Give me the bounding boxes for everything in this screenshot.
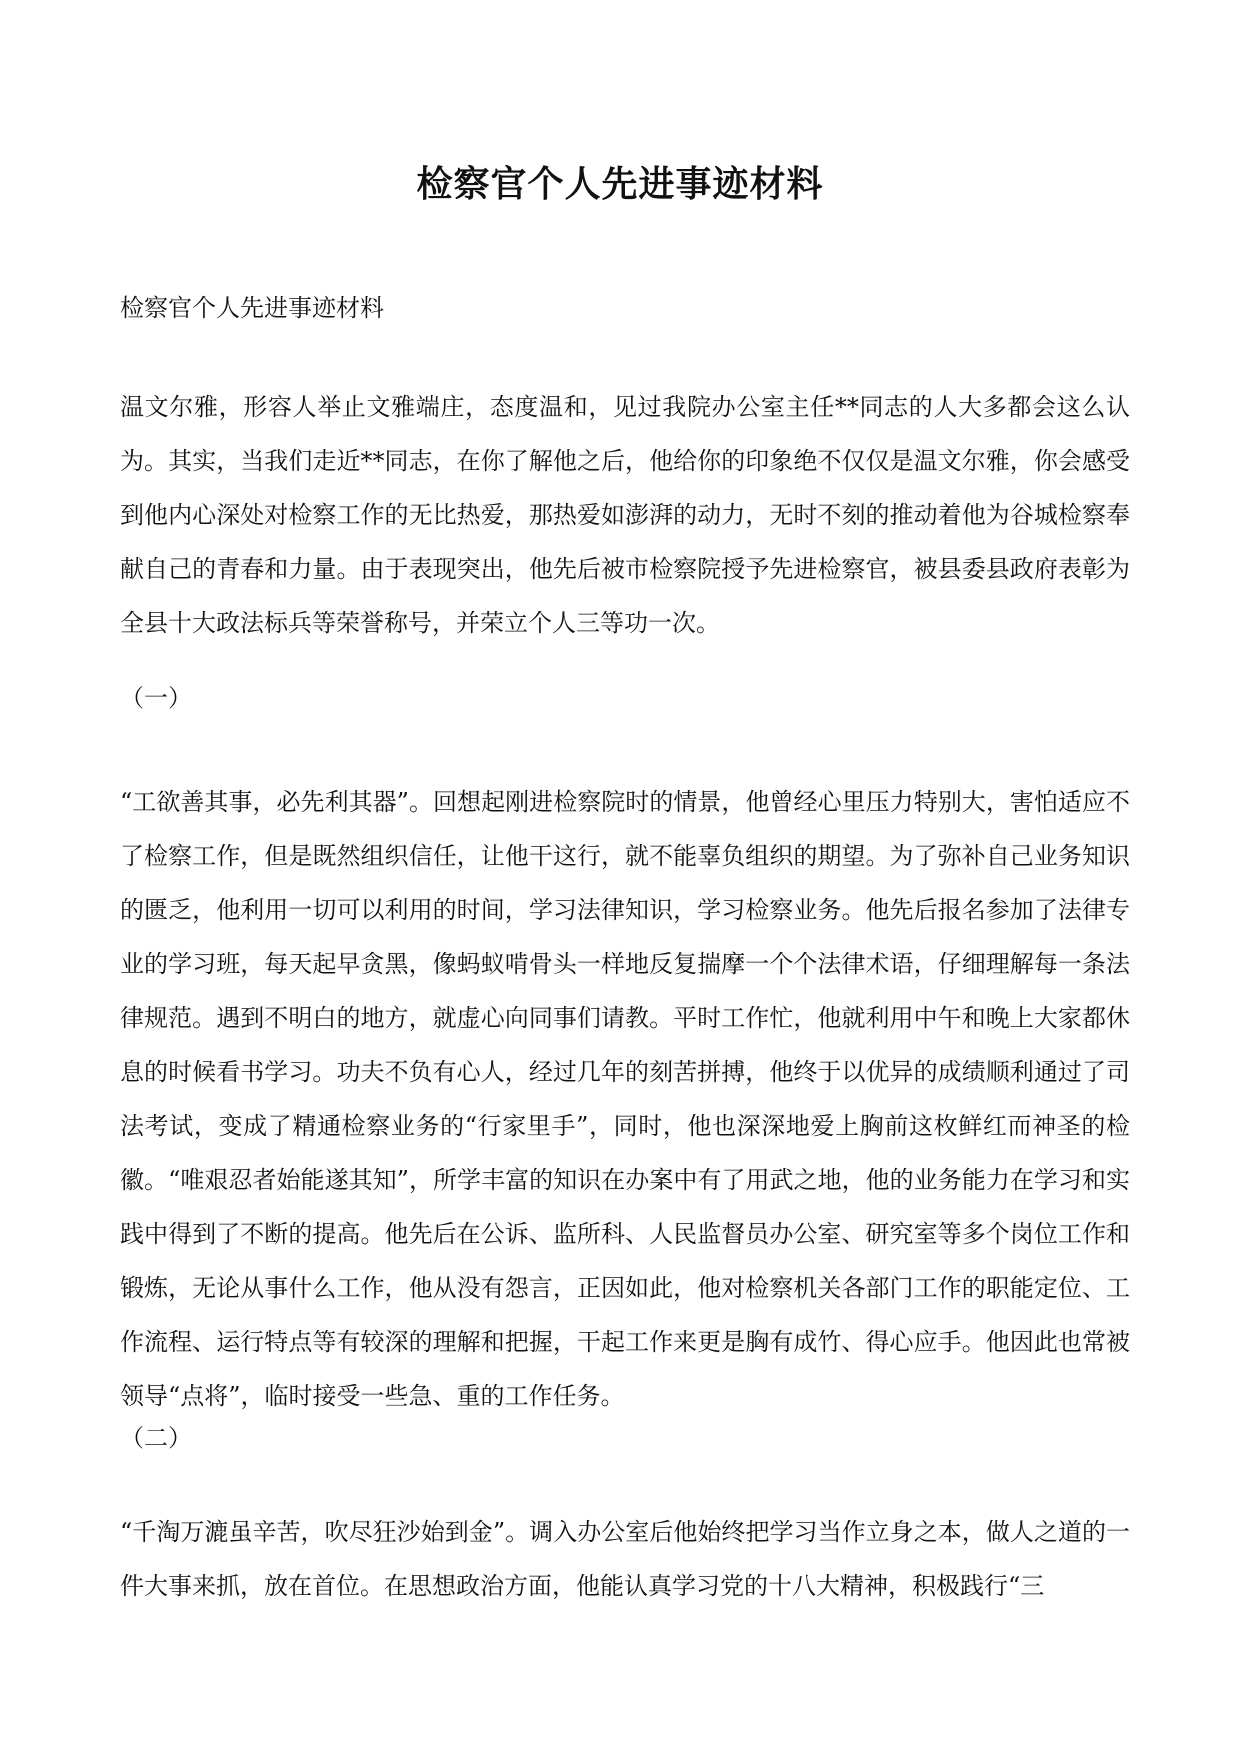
- section-heading-1: （一）: [120, 684, 192, 712]
- document-title: 检察官个人先进事迹材料: [416, 163, 824, 205]
- section-paragraph-1: “工欲善其事，必先利其器”。回想起刚进检察院时的情景，他曾经心里压力特别大，害怕适应不了检察工作，但是既然组织信任，让他干这行，就不能辜负组织的期望。为了弥补自己业务知识的匮乏，他利用一切可以利用的时间，学习法律知识，学习检察业务。他先后报名参加了法律专业的学习班，每天起早贪黑，像蚂蚁啃骨头一样地反复揣摩一个个法律术语，仔细理解每一条法律规范。遇到不明白的地方，就虚心向同事们请教。平时工作忙，他就利用中午和晚上大家都休息的时候看书学习。功夫不负有心人，经过几年的刻苦拼搏，他终于以优异的成绩顺利通过了司法考试，变成了精通检察业务的“行家里手”，同时，他也深深地爱上胸前这枚鲜红而神圣的检徽。“唯艰忍者始能遂其知”，所学丰富的知识在办案中有了用武之地，他的业务能力在学习和实践中得到了不断的提高。他先后在公诉、监所科、人民监督员办公室、研究室等多个岗位工作和锻炼，无论从事什么工作，他从没有怨言，正因如此，他对检察机关各部门工作的职能定位、工作流程、运行特点等有较深的理解和把握，干起工作来更是胸有成竹、得心应手。他因此也常被领导“点将”，临时接受一些急、重的工作任务。: [120, 788, 1130, 1410]
- document-subtitle: 检察官个人先进事迹材料: [120, 294, 384, 322]
- section-paragraph-2: “千淘万漉虽辛苦，吹尽狂沙始到金”。调入办公室后他始终把学习当作立身之本，做人之道的一件大事来抓，放在首位。在思想政治方面，他能认真学习党的十八大精神，积极践行“三: [120, 1518, 1130, 1600]
- intro-paragraph: 温文尔雅，形容人举止文雅端庄，态度温和，见过我院办公室主任**同志的人大多都会这么认为。其实，当我们走近**同志，在你了解他之后，他给你的印象绝不仅仅是温文尔雅，你会感受到他内心深处对检察工作的无比热爱，那热爱如澎湃的动力，无时不刻的推动着他为谷城检察奉献自己的青春和力量。由于表现突出，他先后被市检察院授予先进检察官，被县委县政府表彰为全县十大政法标兵等荣誉称号，并荣立个人三等功一次。: [120, 393, 1130, 637]
- section-heading-2: （二）: [120, 1424, 192, 1452]
